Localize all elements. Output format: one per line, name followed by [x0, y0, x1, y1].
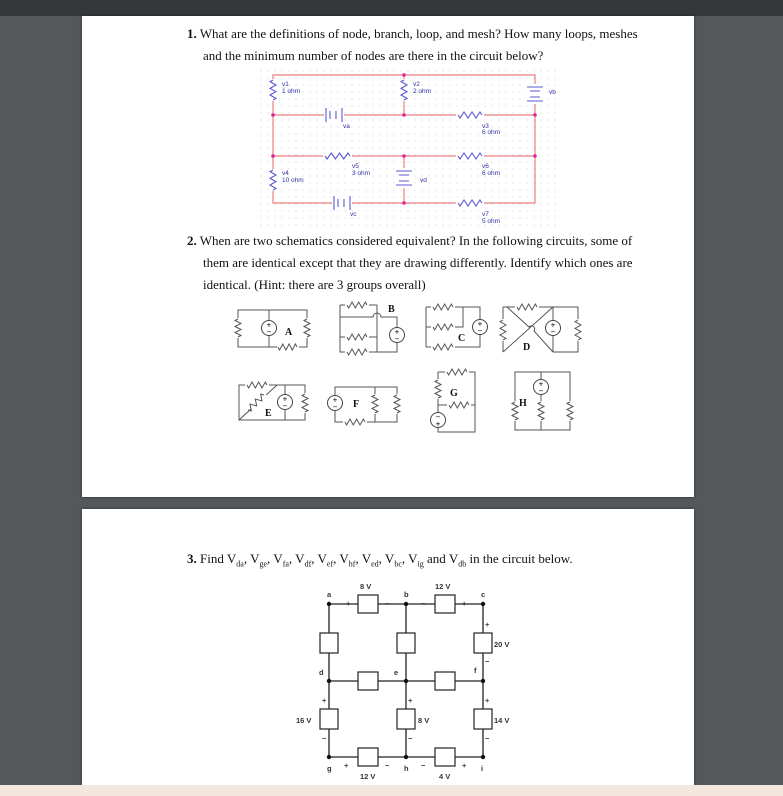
voltage-source-icon: [431, 413, 446, 429]
subscript: df: [304, 559, 312, 569]
element-de: [358, 672, 378, 690]
polarity-sign: +: [266, 320, 272, 330]
label-text: +: [408, 696, 413, 705]
question-2-line-3: identical. (Hint: there are 3 groups overall): [203, 277, 426, 292]
question-text: [200, 551, 573, 569]
label-text: −: [421, 761, 426, 770]
battery-vb: [526, 84, 544, 104]
separator: ,: [378, 551, 385, 566]
subscript: bc: [394, 559, 402, 569]
polarity-sign: +: [477, 319, 483, 329]
label-fi-voltage: 14 V: [494, 716, 510, 725]
polarity-sign: +: [394, 327, 400, 337]
subscript: ed: [371, 559, 379, 569]
polarity-sign: −: [332, 402, 338, 412]
voltage-variable: $V_{db}$: [448, 551, 467, 569]
separator: ,: [311, 551, 318, 566]
element-dg: [320, 709, 338, 729]
element-hi: [435, 748, 455, 766]
label-eh-voltage: 8 V: [418, 716, 430, 725]
label-text: −: [408, 734, 413, 743]
polarity-sign: −: [394, 334, 400, 344]
label-text: +: [485, 620, 490, 629]
node-f: f: [474, 666, 477, 675]
separator: ,: [288, 551, 296, 566]
label-text: +: [322, 696, 327, 705]
question-number: 3.: [187, 551, 197, 566]
circuit-h: [510, 372, 575, 430]
separator: ,: [401, 551, 409, 566]
voltage-source-icon: [473, 320, 488, 336]
subscript: ef: [326, 559, 334, 569]
voltage-source-icon: [534, 380, 549, 396]
label-v2: v2: [413, 81, 420, 88]
subscript: fa: [282, 559, 289, 569]
label-v6: v6: [482, 163, 489, 170]
node-g: g: [327, 764, 332, 773]
voltage-source-icon: [546, 321, 561, 337]
circuit-g: [431, 367, 476, 432]
polarity-sign: −: [282, 401, 288, 411]
separator: ,: [355, 551, 362, 566]
element-ab: [358, 595, 378, 613]
label-v4-value: 10 ohm: [282, 177, 304, 184]
label-a: A: [285, 327, 293, 338]
element-ad: [320, 633, 338, 653]
circuit-a: [233, 310, 312, 352]
label-text: −: [421, 599, 426, 608]
label-hi-voltage: 4 V: [439, 772, 451, 781]
node-b: b: [404, 590, 409, 599]
question-3: [187, 551, 573, 569]
circuit-d: [498, 302, 583, 353]
polarity-sign: −: [477, 326, 483, 336]
label-text: −: [385, 599, 390, 608]
circuit-b: [340, 300, 405, 357]
voltage-variable: $V_{fa}$: [273, 551, 289, 569]
voltage-variable: $V_{ig}$: [408, 551, 424, 569]
label-dg-voltage: 16 V: [296, 716, 312, 725]
node-d: d: [319, 668, 324, 677]
battery-vd: [395, 168, 413, 188]
viewer-toolbar: [0, 0, 783, 16]
voltage-variable: $V_{da}$: [226, 551, 244, 569]
circuit-f: [328, 387, 403, 427]
label-e: E: [265, 408, 272, 419]
separator: ,: [243, 551, 251, 566]
polarity-sign: −: [266, 327, 272, 337]
label-text: −: [485, 657, 490, 666]
node-i: i: [481, 764, 484, 773]
label-v1: v1: [282, 81, 289, 88]
label-vc: vc: [350, 211, 357, 218]
label-v3: v3: [482, 123, 489, 130]
polarity-sign: +: [550, 320, 556, 330]
label-b: B: [388, 304, 395, 315]
grid-background: [260, 70, 560, 230]
voltage-variable: $V_{ge}$: [250, 551, 268, 569]
polarity-sign: −: [538, 386, 544, 396]
question-number: 2.: [187, 233, 197, 248]
node-c: c: [481, 590, 486, 599]
battery-vc: [332, 196, 352, 210]
subscript: db: [458, 559, 467, 569]
subscript: ig: [417, 559, 424, 569]
battery-va: [324, 108, 344, 122]
bottom-status-bar: [0, 785, 783, 796]
question-text: When are two schematics considered equivalent? In the following circuits, some of: [199, 233, 633, 248]
question-1: [187, 26, 638, 42]
separator: ,: [333, 551, 340, 566]
label-v1-value: 1 ohm: [282, 88, 301, 95]
separator: and: [423, 551, 449, 566]
text-suffix: in the circuit below.: [466, 551, 573, 566]
label-v5-value: 3 ohm: [352, 170, 371, 177]
label-g: G: [450, 388, 458, 399]
question-2-line-2: them are identical except that they are drawing differently. Identify which ones are: [203, 255, 633, 270]
label-gh-voltage: 12 V: [360, 772, 376, 781]
voltage-source-icon: [390, 328, 405, 344]
polarity-sign: +: [538, 379, 544, 389]
element-bc: [435, 595, 455, 613]
label-text: +: [346, 599, 351, 608]
label-d: D: [523, 342, 531, 353]
voltage-variable: $V_{bc}$: [384, 551, 402, 569]
voltage-variable: $V_{df}$: [295, 551, 312, 569]
label-v4: v4: [282, 170, 289, 177]
text-prefix: Find: [200, 551, 227, 566]
label-va: va: [343, 123, 350, 130]
voltage-variable: $V_{ed}$: [361, 551, 379, 569]
label-text: −: [322, 734, 327, 743]
label-v3-value: 6 ohm: [482, 129, 501, 136]
label-cf-voltage: 20 V: [494, 640, 510, 649]
polarity-sign: −: [550, 327, 556, 337]
circuit-diagram-1: [260, 70, 560, 230]
label-v7-value: 5 ohm: [482, 218, 501, 225]
question-number: 1.: [187, 26, 197, 41]
label-text: −: [485, 734, 490, 743]
label-h: H: [519, 398, 527, 409]
label-c: C: [458, 333, 466, 344]
label-vb: vb: [549, 89, 556, 96]
subscript: hf: [348, 559, 356, 569]
label-ab-voltage: 8 V: [360, 582, 372, 591]
label-text: +: [462, 599, 467, 608]
element-cf: [474, 633, 492, 653]
element-be: [397, 633, 415, 653]
question-text: What are the definitions of node, branch, loop, and mesh? How many loops, meshes: [199, 26, 638, 41]
element-gh: [358, 748, 378, 766]
label-vd: vd: [420, 177, 427, 184]
circuit-e: [239, 380, 310, 420]
subscript: ge: [259, 559, 268, 569]
label-text: +: [344, 761, 349, 770]
label-text: −: [385, 761, 390, 770]
label-v2-value: 2 ohm: [413, 88, 432, 95]
question-1-line-2: and the minimum number of nodes are there in the circuit below?: [203, 48, 544, 63]
label-bc-voltage: 12 V: [435, 582, 451, 591]
polarity-sign: −: [435, 412, 441, 422]
voltage-source-icon: [278, 395, 293, 411]
polarity-sign: +: [282, 394, 288, 404]
label-v6-value: 6 ohm: [482, 170, 501, 177]
element-eh: [397, 709, 415, 729]
label-text: +: [462, 761, 467, 770]
subscript: da: [236, 559, 244, 569]
circuit-diagram-3: [280, 575, 530, 790]
voltage-variable: $V_{ef}$: [317, 551, 334, 569]
label-v7: v7: [482, 211, 489, 218]
label-v5: v5: [352, 163, 359, 170]
voltage-source-icon: [328, 396, 343, 412]
question-2: [187, 233, 632, 249]
polarity-sign: +: [435, 419, 441, 429]
label-text: +: [485, 696, 490, 705]
node-a: a: [327, 590, 332, 599]
polarity-sign: +: [332, 395, 338, 405]
voltage-source-icon: [262, 321, 277, 337]
element-ef: [435, 672, 455, 690]
element-fi: [474, 709, 492, 729]
node-h: h: [404, 764, 409, 773]
node-e: e: [394, 668, 399, 677]
label-f: F: [353, 399, 360, 410]
circuit-c: [426, 302, 488, 352]
voltage-variable: $V_{hf}$: [339, 551, 356, 569]
equivalent-circuits: [225, 295, 595, 440]
separator: ,: [267, 551, 274, 566]
